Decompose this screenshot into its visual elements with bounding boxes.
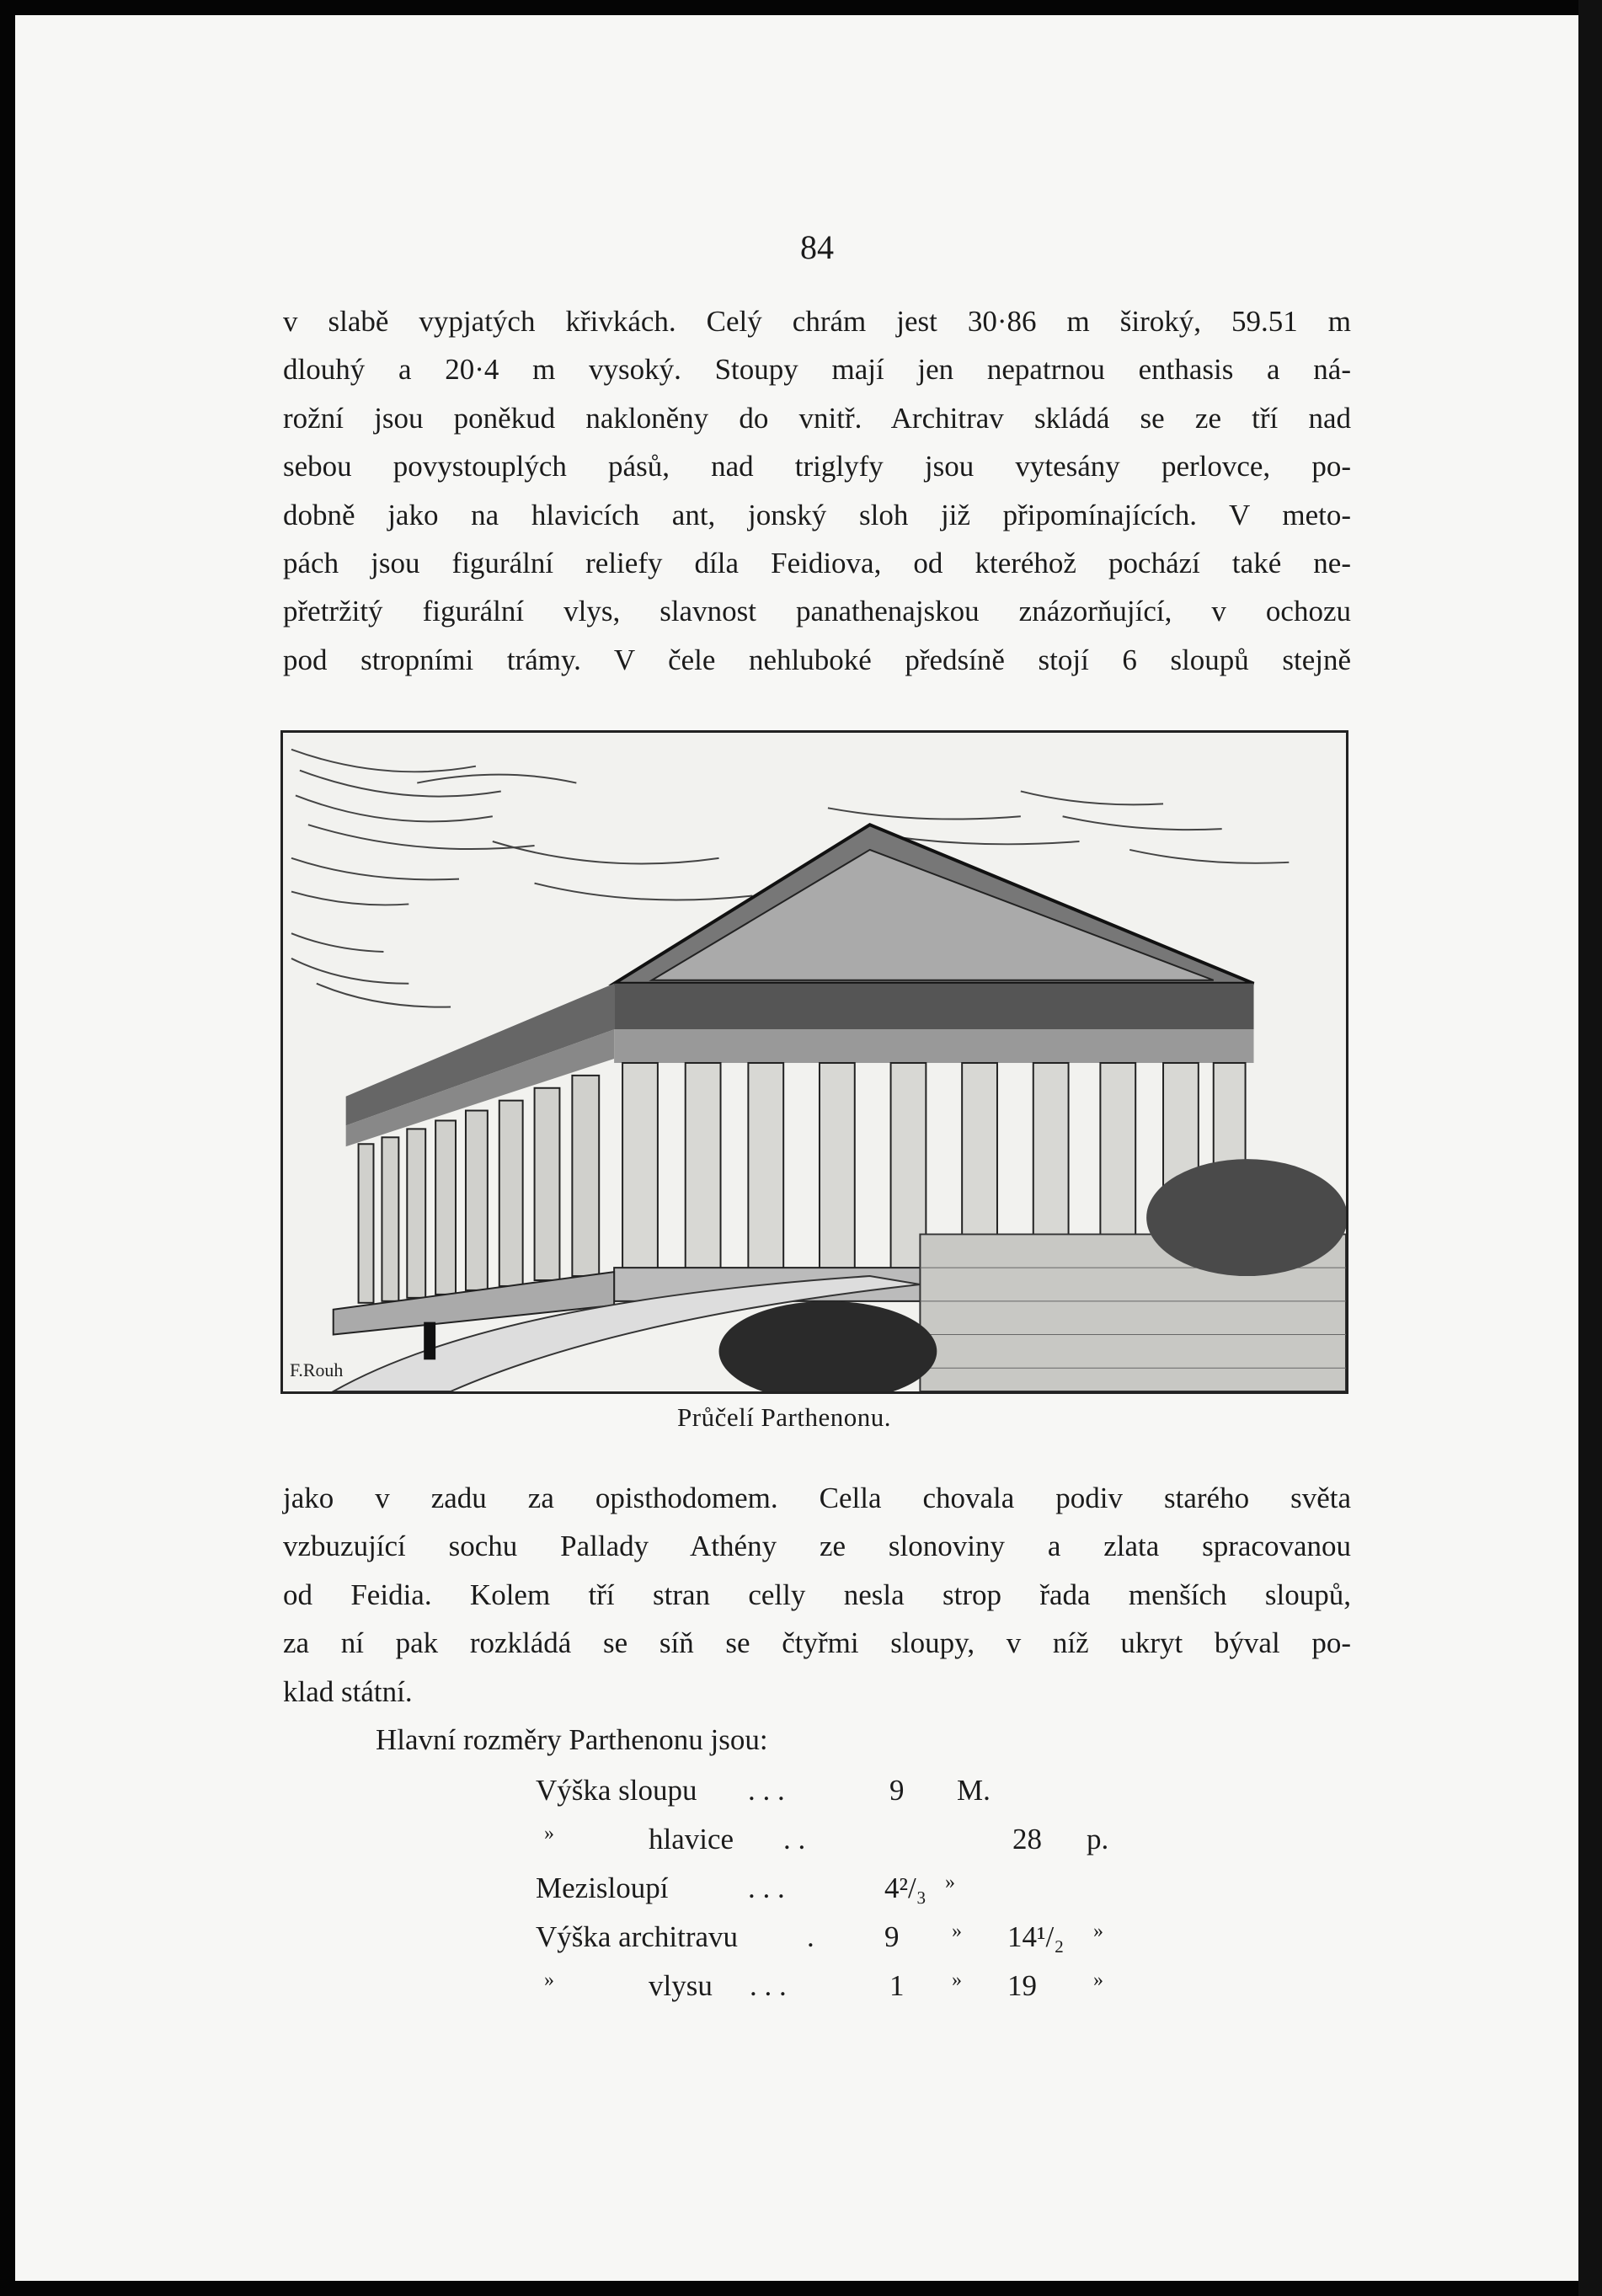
leader-dots: . . . <box>750 1969 787 2002</box>
leader-dots: . . . <box>748 1872 785 1904</box>
meters-value: 4²/₃ <box>884 1872 926 1904</box>
leader-dots: . <box>807 1920 814 1953</box>
feet-value: 19 <box>1007 1969 1037 2002</box>
ditto-mark: » <box>1093 1969 1103 1991</box>
dimension-label: Výška architravu <box>536 1920 739 1953</box>
leader-dots: . . . <box>748 1774 785 1807</box>
scan-edge <box>1578 0 1602 2296</box>
meters-value: 1 <box>889 1969 905 2002</box>
ditto-mark: » <box>1093 1920 1103 1942</box>
dimension-label: Výška sloupu <box>536 1774 697 1807</box>
text-line: dlouhý a 20·4 m vysoký. Stoupy mají jen nepatrnou enthasis a ná- <box>283 353 1351 387</box>
text-line: pod stropními trámy. V čele nehluboké předsíně stojí 6 sloupů stejně <box>283 643 1351 676</box>
meters-value: 9 <box>889 1774 905 1807</box>
parthenon-engraving <box>280 730 1348 1394</box>
meters-unit: M. <box>957 1774 991 1807</box>
meters-value: 9 <box>884 1920 900 1953</box>
text-line: přetržitý figurální vlys, slavnost panathenajskou znázorňující, v ochozu <box>283 595 1351 628</box>
dimensions-heading: Hlavní rozměry Parthenonu jsou: <box>376 1723 768 1756</box>
paragraph-1 <box>283 297 1351 684</box>
ditto-mark: » <box>952 1920 962 1942</box>
figure-caption: Průčelí Parthenonu. <box>677 1402 892 1432</box>
page-number: 84 <box>800 228 834 266</box>
text-line: rožní jsou poněkud nakloněny do vnitř. Architrav skládá se ze tří nad <box>283 401 1351 435</box>
text-line: jako v zadu za opisthodomem. Cella chovala podiv starého světa <box>283 1482 1351 1514</box>
text-line: za ní pak rozkládá se síň se čtyřmi sloupy, v níž ukryt býval po- <box>283 1626 1351 1660</box>
text-line: pách jsou figurální reliefy díla Feidiova, od kteréhož pochází také ne- <box>283 547 1351 580</box>
human-figure <box>424 1322 435 1360</box>
feet-value: 28 <box>1012 1823 1042 1855</box>
shrub <box>719 1301 937 1391</box>
text-line: v slabě vypjatých křivkách. Celý chrám jest 30·86 m široký, 59.51 m <box>283 305 1351 338</box>
tree <box>1146 1159 1346 1276</box>
artist-signature: F.Rouh <box>289 1360 344 1381</box>
dimension-label: vlysu <box>649 1969 713 2002</box>
text-line: klad státní. <box>283 1674 413 1708</box>
leader-dots: . . <box>783 1823 806 1855</box>
dimension-label: hlavice <box>649 1823 734 1855</box>
feet-value: 14¹/₂ <box>1007 1920 1065 1953</box>
text-line: dobně jako na hlavicích ant, jonský sloh již připomínajících. V meto- <box>283 498 1351 531</box>
ditto-mark: » <box>945 1872 955 1893</box>
text-line: sebou povystouplých pásů, nad triglyfy jsou vytesány perlovce, po- <box>283 450 1351 483</box>
paragraph-2 <box>283 1474 1351 1716</box>
ditto-mark: » <box>952 1969 962 1991</box>
ditto-mark: » <box>544 1823 554 1845</box>
feet-unit: p. <box>1087 1823 1109 1855</box>
text-line: vzbuzující sochu Pallady Athény ze slonoviny a zlata spracovanou <box>283 1530 1351 1563</box>
entablature <box>614 984 1253 1030</box>
ditto-mark: » <box>544 1969 554 1991</box>
dimension-label: Mezisloupí <box>536 1872 669 1904</box>
text-line: od Feidia. Kolem tří stran celly nesla strop řada menších sloupů, <box>283 1578 1351 1611</box>
